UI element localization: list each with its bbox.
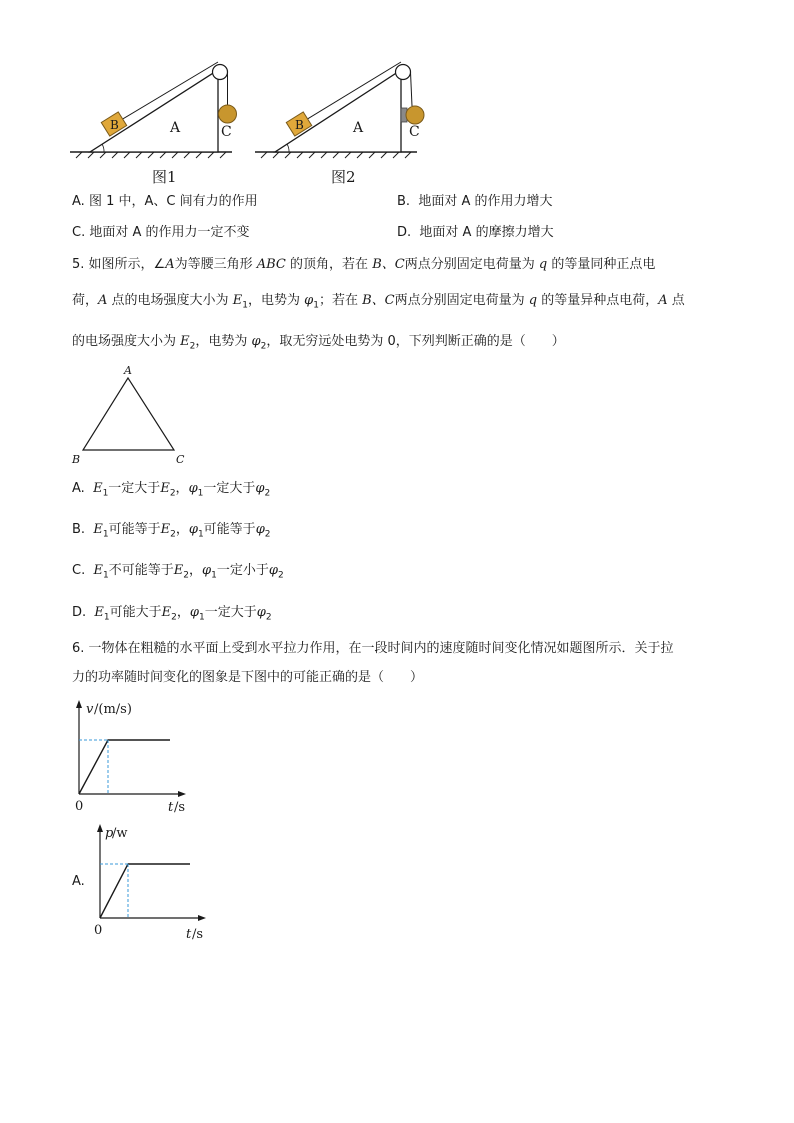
x-axis-var: t [168,800,174,815]
origin-label: 0 [75,799,84,814]
q4-option-d: D. 地面对 A 的摩擦力增大 [397,225,554,240]
x-axis-var: t [186,927,192,940]
q5-stem-line-2: 荷，A 点的电场强度大小为 $E_1$，电势为 $\varphi_1$；若在 B、C两点分别固定电荷量为 q 的等量异种点电荷，A 点 [72,293,685,311]
triangle-abc-figure [68,362,198,470]
wedge-a-label: A [353,120,364,136]
figure-2-caption: 图2 [331,168,356,186]
ball-c [219,105,237,123]
q6-stem-line-1: 6. 一物体在粗糙的水平面上受到水平拉力作用，在一段时间内的速度随时间变化情况如题图所示．关于拉 [72,641,674,656]
q5-stem-line-1: 5. 如图所示，∠A为等腰三角形 ABC 的顶角，若在 B、C两点分别固定电荷量为 q 的等量同种正点电 [72,257,656,272]
x-axis-unit: /s [174,800,186,815]
ball-c-label: C [409,124,420,140]
q5-stem-line-3: 的电场强度大小为 $E_2$，电势为 $\varphi_2$，取无穷远处电势为 0，下列判断正确的是（ ） [72,334,565,352]
q6-option-a-label: A. [72,874,85,889]
figure-1-incline-pulley [70,58,240,188]
ball-c-label: C [221,124,232,140]
power-time-graph-option-a [90,822,220,940]
q6-stem-line-2: 力的功率随时间变化的图象是下图中的可能正确的是（ ） [72,670,424,685]
y-axis-var: p [105,826,114,841]
figure-1-caption: 图1 [152,168,177,186]
ball-c [406,106,424,124]
velocity-time-graph [70,698,200,816]
y-axis-var: v [86,702,94,717]
q5-option-d: D. $E_1$可能大于$E_2$，$\varphi_1$一定大于$\varphi_2$ [72,605,272,623]
y-axis-unit: /(m/s) [94,702,132,717]
x-axis-unit: /s [192,927,204,940]
q4-option-c: C. 地面对 A 的作用力一定不变 [72,225,250,240]
block-b-label: B [110,118,119,132]
vertex-a-label: A [124,364,132,377]
y-axis-unit: /w [112,826,128,841]
vertex-b-label: B [72,453,81,466]
q5-option-b: B. $E_1$可能等于$E_2$，$\varphi_1$可能等于$\varphi_2$ [72,522,271,540]
vertex-c-label: C [176,453,185,466]
q4-option-a: A. 图 1 中，A、C 间有力的作用 [72,194,258,209]
q5-option-a: A. $E_1$一定大于$E_2$，$\varphi_1$一定大于$\varphi_2$ [72,481,271,499]
q5-option-c: C. $E_1$不可能等于$E_2$，$\varphi_1$一定小于$\varphi_2$ [72,563,284,581]
wedge-a-label: A [170,120,181,136]
q4-option-b: B. 地面对 A 的作用力增大 [397,194,553,209]
block-b-label: B [295,118,304,132]
figure-2-incline-pulley [255,58,425,188]
origin-label: 0 [94,923,103,938]
